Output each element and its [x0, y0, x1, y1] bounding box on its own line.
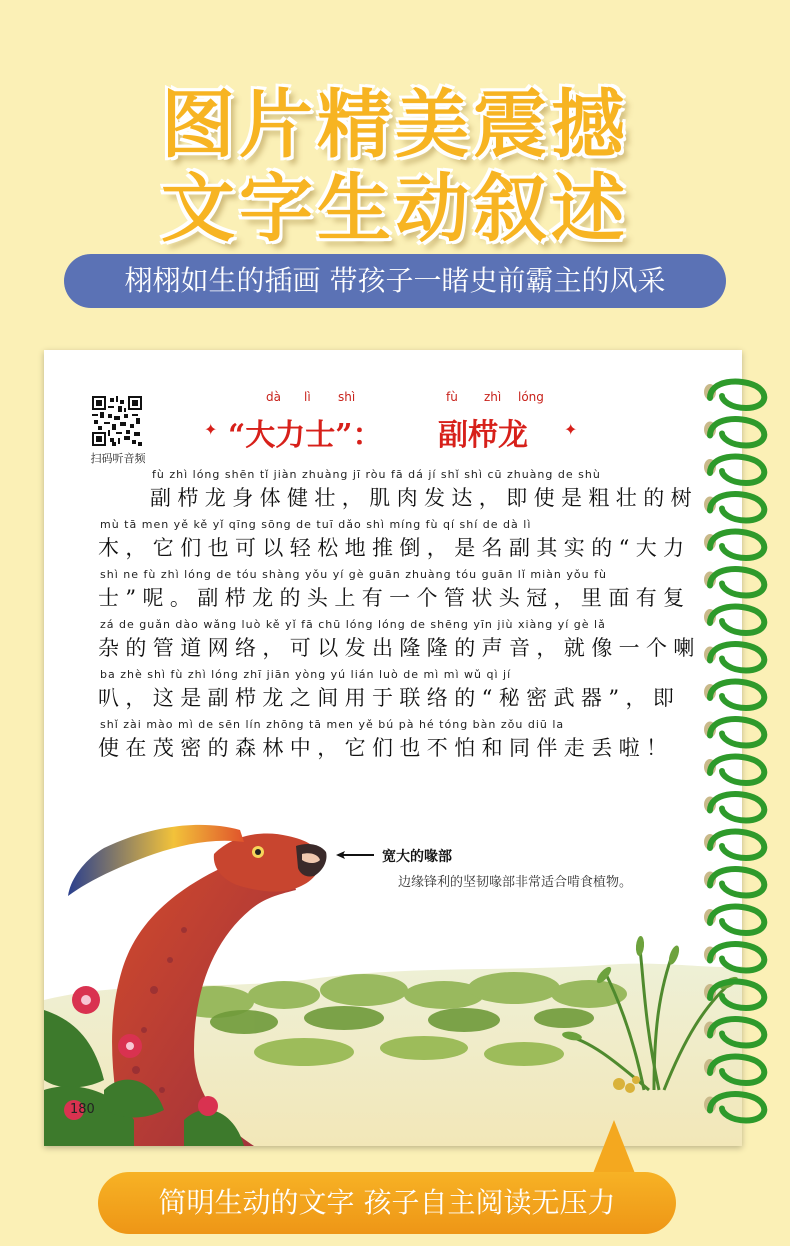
spiral-binding [700, 376, 780, 1136]
binding-ring [710, 644, 764, 670]
annotation-title: 宽大的喙部 [382, 849, 452, 865]
annotation-body: 边缘锋利的坚韧喙部非常适合啃食植物。 [398, 875, 633, 890]
line-text: 木，它们也可以轻松地推倒，是名副其实的“大力 [98, 536, 691, 560]
binding-ring [710, 569, 764, 595]
bottom-caption-pill: 简明生动的文字 孩子自主阅读无压力 [98, 1172, 676, 1234]
binding-ring [710, 1094, 764, 1120]
line-text: 叭，这是副栉龙之间用于联络的“秘密武器”，即 [98, 686, 681, 710]
binding-ring [710, 457, 764, 483]
line-pinyin: mù tā men yě kě yǐ qīng sōng de tuī dǎo shì míng fù qí shí de dà lì [100, 518, 532, 531]
binding-ring [710, 869, 764, 895]
paragraph-line [44, 718, 742, 768]
hero-title-line-2: 文字生动叙述 [161, 166, 629, 252]
line-text: 副栉龙身体健壮，肌肉发达，即使是粗壮的树 [150, 486, 698, 510]
binding-ring [710, 494, 764, 520]
title-pinyin-6: lóng [518, 390, 544, 404]
binding-ring [710, 1019, 764, 1045]
paragraph-line [44, 468, 742, 518]
top-caption-pill: 栩栩如生的插画 带孩子一睹史前霸主的风采 [64, 254, 726, 308]
binding-ring [710, 607, 764, 633]
binding-ring [710, 832, 764, 858]
binding-ring [710, 757, 764, 783]
line-pinyin: fù zhì lóng shēn tǐ jiàn zhuàng jī ròu fā dá jí shǐ shì cū zhuàng de shù [152, 468, 601, 481]
binding-ring [710, 682, 764, 708]
binding-ring [710, 382, 764, 408]
ornament-right-icon: ✦ [564, 420, 578, 439]
title-pinyin-5: zhì [484, 390, 502, 404]
ornament-left-icon: ✦ [204, 420, 218, 439]
binding-ring [710, 944, 764, 970]
arrow-left-icon [336, 850, 376, 860]
paragraph-line [44, 618, 742, 668]
line-pinyin: ba zhè shì fù zhì lóng zhī jiān yòng yú lián luò de mì mì wǔ qì jí [100, 668, 512, 681]
title-part-1: “大力士”： [228, 418, 383, 453]
title-pinyin-1: dà [266, 390, 281, 404]
line-pinyin: zá de guǎn dào wǎng luò kě yǐ fā chū lóng lóng de shēng yīn jiù xiàng yí gè lǎ [100, 618, 606, 631]
title-pinyin-3: shì [338, 390, 356, 404]
binding-ring [710, 532, 764, 558]
book-page [44, 350, 742, 1146]
hero-title-line-1: 图片精美震撼 [161, 82, 629, 168]
binding-ring [710, 419, 764, 445]
page-number: 180 [70, 1102, 95, 1117]
qr-label: 扫码听音频 [90, 452, 146, 465]
speech-tail-icon [592, 1120, 638, 1176]
binding-ring [710, 794, 764, 820]
line-text: 使在茂密的森林中，它们也不怕和同伴走丢啦！ [98, 736, 674, 760]
line-pinyin: shì ne fù zhì lóng de tóu shàng yǒu yí gè guān zhuàng tóu guān lǐ miàn yǒu fù [100, 568, 607, 581]
dinosaur-illustration [44, 790, 742, 1146]
paragraph-line [44, 518, 742, 568]
line-text: 杂的管道网络，可以发出隆隆的声音，就像一个喇 [98, 636, 701, 660]
title-pinyin-2: lì [304, 390, 311, 404]
title-part-2: 副栉龙 [438, 418, 528, 453]
article-title [44, 390, 742, 453]
title-pinyin-4: fù [446, 390, 458, 404]
binding-ring [710, 719, 764, 745]
binding-ring [710, 982, 764, 1008]
paragraph-line [44, 568, 742, 618]
binding-ring [710, 907, 764, 933]
line-pinyin: shǐ zài mào mì de sēn lín zhōng tā men yě bú pà hé tóng bàn zǒu diū la [100, 718, 565, 731]
paragraph-line [44, 668, 742, 718]
line-text: 士”呢。副栉龙的头上有一个管状头冠，里面有复 [98, 586, 691, 610]
binding-ring [710, 1057, 764, 1083]
